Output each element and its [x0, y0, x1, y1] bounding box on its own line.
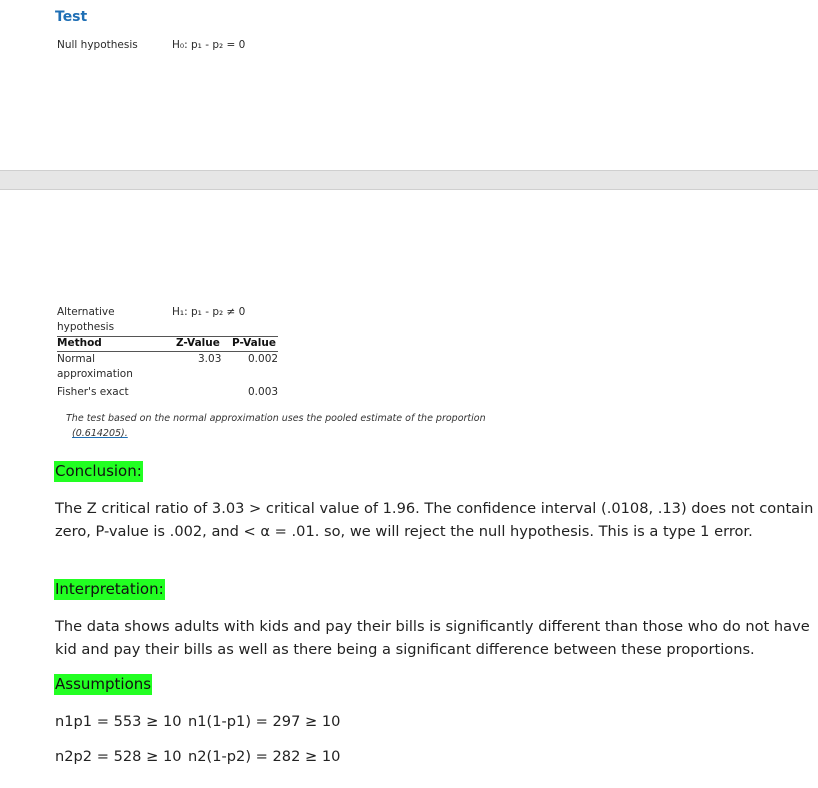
test-heading: Test — [55, 9, 88, 25]
table-row-z-value: 3.03 — [198, 353, 222, 365]
interpretation-line2: kid and pay their bills as well as there being a significant difference between these proportions. — [55, 641, 755, 658]
table-row-p-value: 0.002 — [248, 353, 279, 365]
interpretation-heading: Interpretation: — [55, 580, 164, 598]
table-row-method-cont: approximation — [57, 368, 133, 380]
table-header-rule — [57, 351, 278, 352]
null-hypothesis-label: Null hypothesis — [57, 39, 138, 51]
table-footnote-cont — [72, 428, 128, 439]
table-footnote: The test based on the normal approximation uses the pooled estimate of the proportion — [66, 413, 486, 424]
assumptions-heading: Assumptions — [55, 675, 152, 693]
assumption-n1-1-p1: n1(1-p1) = 297 ≥ 10 — [188, 713, 341, 730]
assumption-n1p1: n1p1 = 553 ≥ 10 — [55, 713, 182, 730]
alternative-hypothesis-value: H₁: p₁ - p₂ ≠ 0 — [172, 306, 246, 318]
page-break — [0, 170, 818, 190]
pooled-estimate-value: (0.614205). — [72, 428, 128, 439]
alternative-hypothesis-label-line2: hypothesis — [57, 321, 115, 333]
table-header-z-value: Z-Value — [176, 337, 220, 349]
alternative-hypothesis-label-line1: Alternative — [57, 306, 115, 318]
table-header-p-value: P-Value — [232, 337, 276, 349]
table-row-method: Normal — [57, 353, 95, 365]
assumption-n2-1-p2: n2(1-p2) = 282 ≥ 10 — [188, 748, 341, 765]
table-header-method: Method — [57, 337, 102, 349]
interpretation-line1: The data shows adults with kids and pay their bills is significantly different than those who do not have — [55, 618, 810, 635]
table-row-method: Fisher's exact — [57, 386, 129, 398]
assumption-n2p2: n2p2 = 528 ≥ 10 — [55, 748, 182, 765]
conclusion-line2: zero, P-value is .002, and < α = .01. so, we will reject the null hypothesis. This is a type 1 error. — [55, 523, 753, 540]
conclusion-heading: Conclusion: — [55, 462, 142, 480]
null-hypothesis-value: H₀: p₁ - p₂ = 0 — [172, 39, 246, 51]
table-row-p-value: 0.003 — [248, 386, 279, 398]
conclusion-line1: The Z critical ratio of 3.03 > critical value of 1.96. The confidence interval (.0108, .13) does not contain — [55, 500, 814, 517]
